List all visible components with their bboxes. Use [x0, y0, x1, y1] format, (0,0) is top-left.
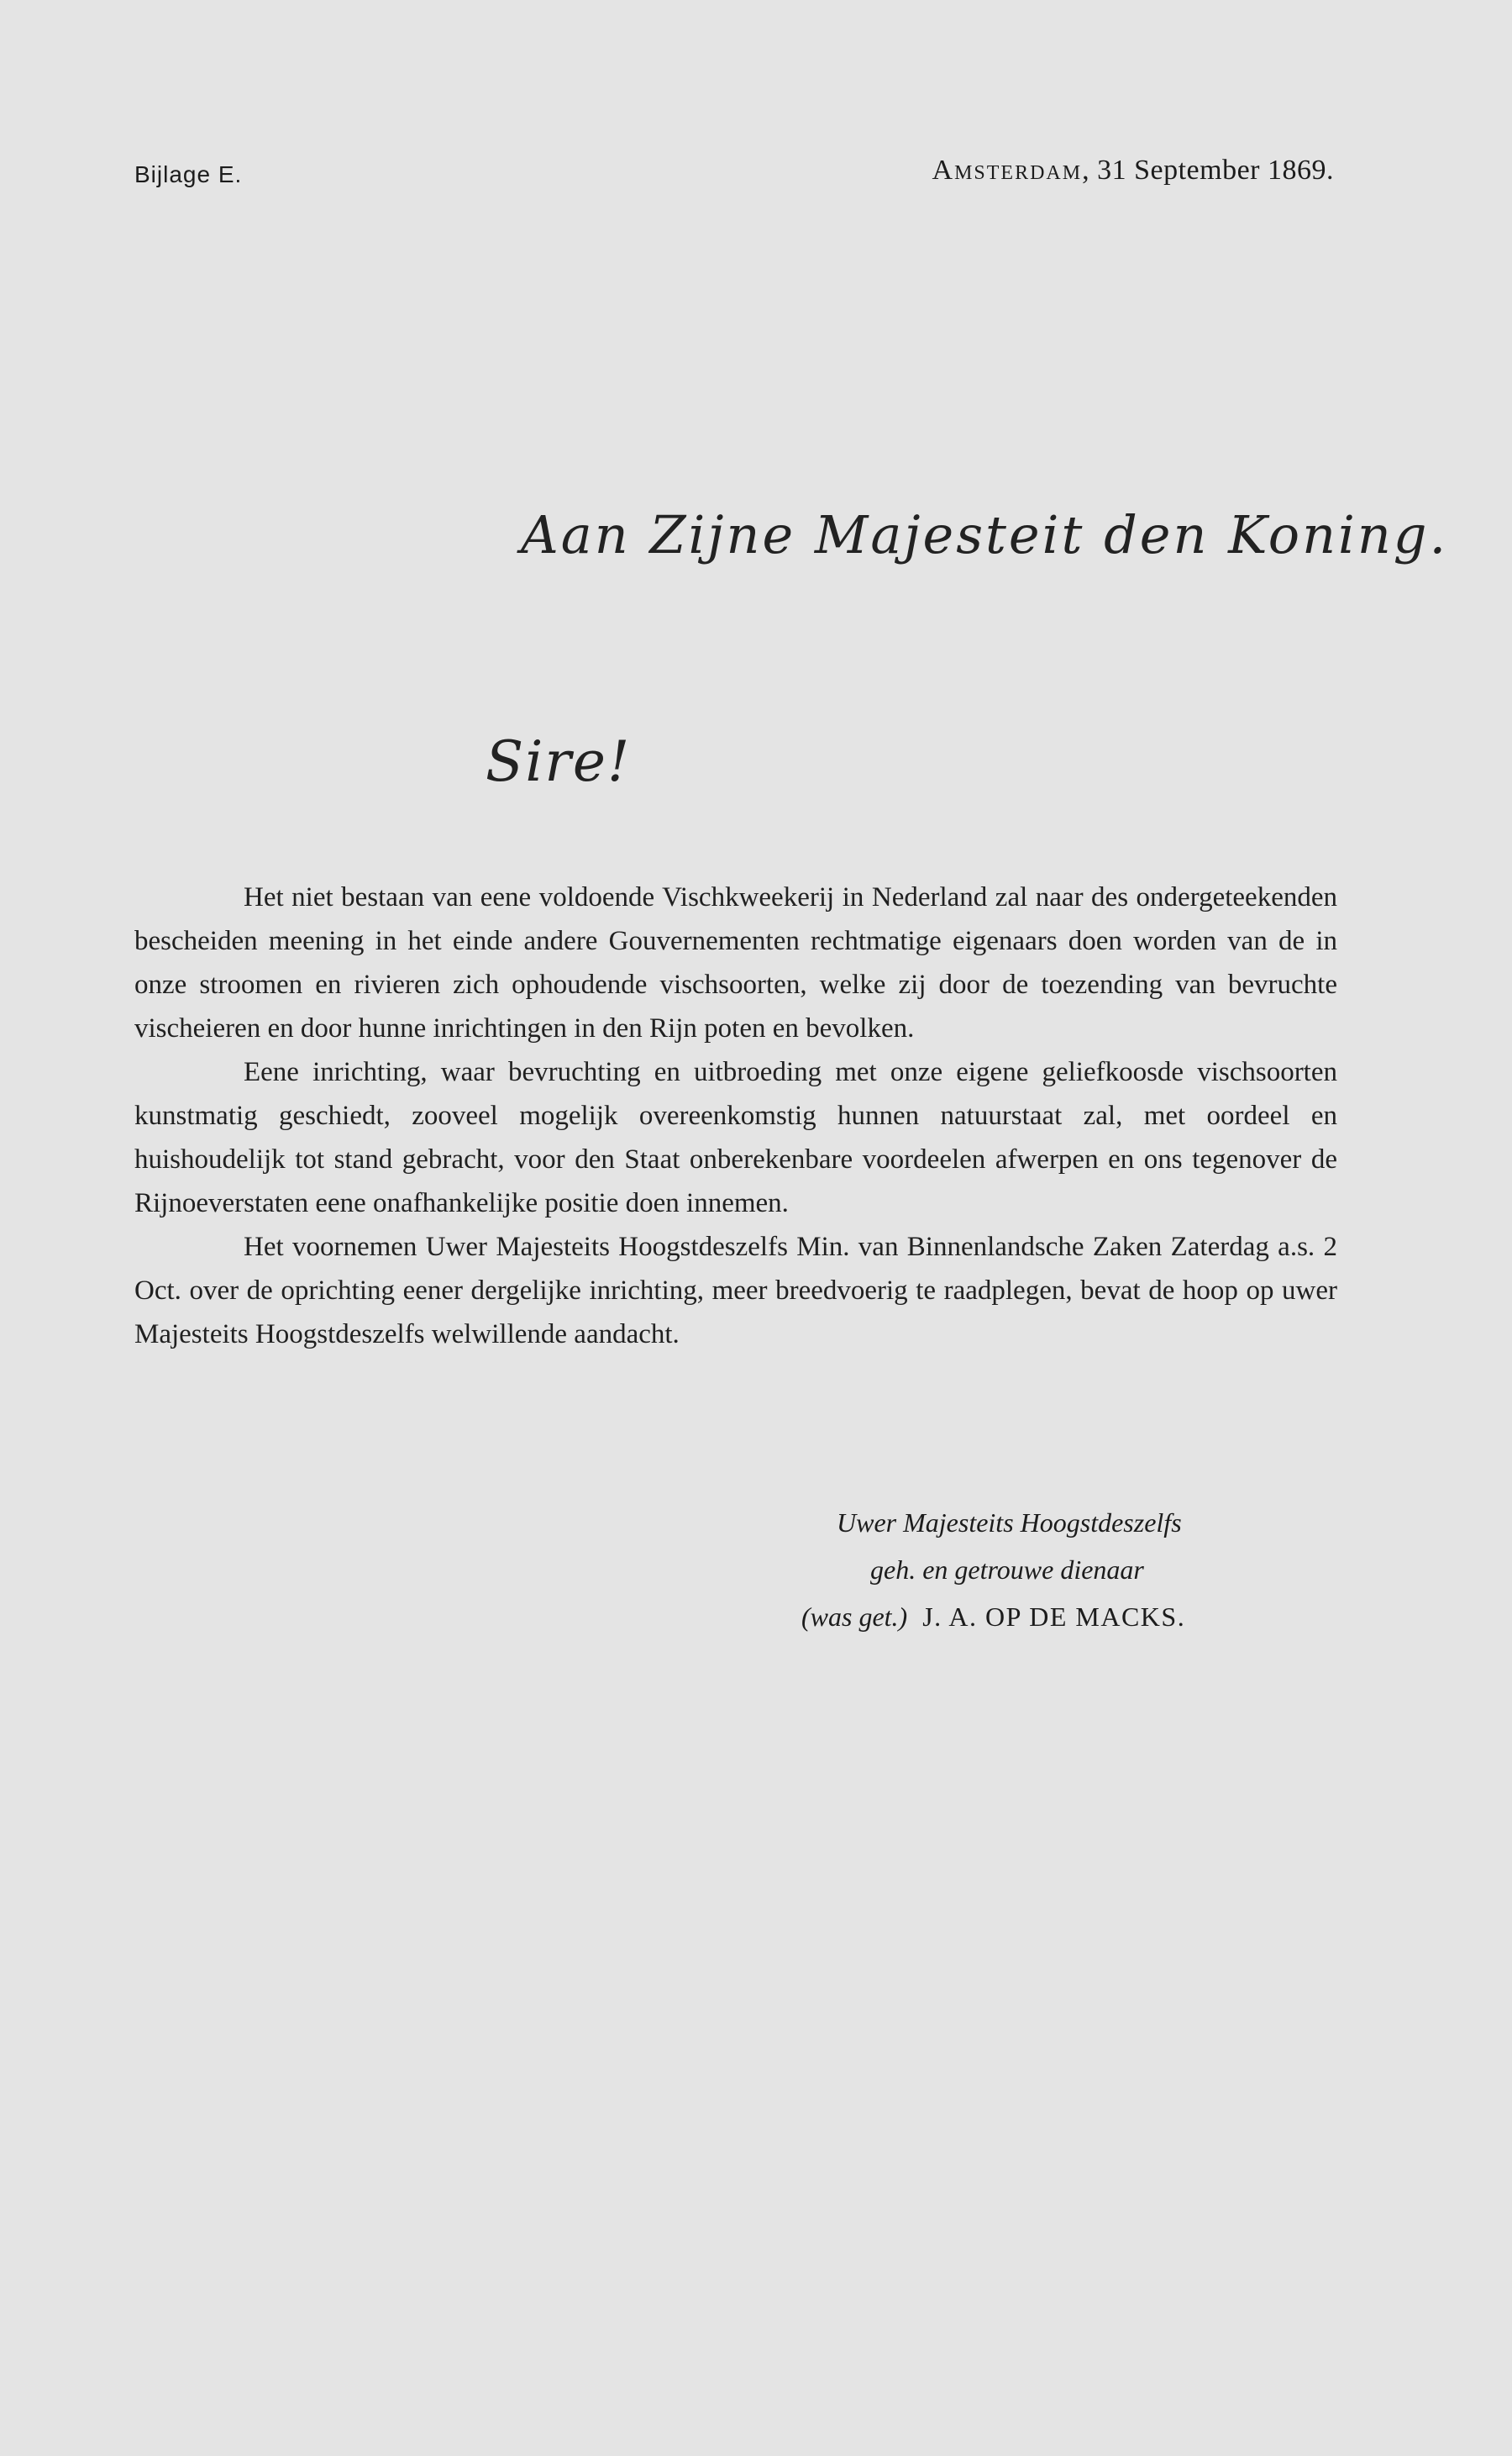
was-get-note: (was get.) — [801, 1601, 908, 1632]
signatory-name: J. A. OP DE MACKS. — [922, 1601, 1186, 1632]
signature-line — [756, 1593, 1344, 1640]
body-paragraph-1: Het niet bestaan van eene voldoende Vischkweekerij in Nederland zal naar des ondergeteekenden bescheiden meening in het einde andere Gouvernementen rechtmatige eigenaars doen worden van de in onze stroomen en rivieren zich ophoudende vischsoorten, welke zij door de toezending van bevruchte vischeieren en door hunne inrichtingen in den Rijn poten en bevolken. — [134, 882, 1337, 1044]
salutation: Sire! — [486, 729, 632, 794]
letter-body — [134, 876, 1337, 1356]
closing-line-2: geh. en getrouwe dienaar — [870, 1554, 1144, 1585]
letter-date: , 31 September 1869. — [1082, 155, 1334, 186]
place-name: Amsterdam — [932, 155, 1083, 186]
body-paragraph-3: Het voornemen Uwer Majesteits Hoogstdeszelfs Min. van Binnenlandsche Zaken Zaterdag a.s. 2 Oct. over de oprichting eener dergelijke inrichting, meer breedvoerig te raadplegen, bevat de hoop op uwer Majesteits Hoogstdeszelfs welwillende aandacht. — [134, 1232, 1337, 1349]
address-line: Aan Zijne Majesteit den Koning. — [521, 504, 1449, 565]
closing-line-1: Uwer Majesteits Hoogstdeszelfs — [837, 1507, 1182, 1538]
appendix-label: Bijlage E. — [134, 161, 243, 187]
body-paragraph-2: Eene inrichting, waar bevruchting en uitbroeding met onze eigene geliefkoosde vischsoorten kunstmatig geschiedt, zooveel mogelijk overeenkomstig hunnen natuurstaat zal, met oordeel en huishoudelijk tot stand gebracht, voor den Staat onberekenbare voordeelen afwerpen en ons tegenover de Rijnoeverstaten eene onafhankelijke positie doen innemen. — [134, 1057, 1337, 1218]
place-date-line — [932, 155, 1334, 187]
closing-block — [756, 1499, 1344, 1640]
